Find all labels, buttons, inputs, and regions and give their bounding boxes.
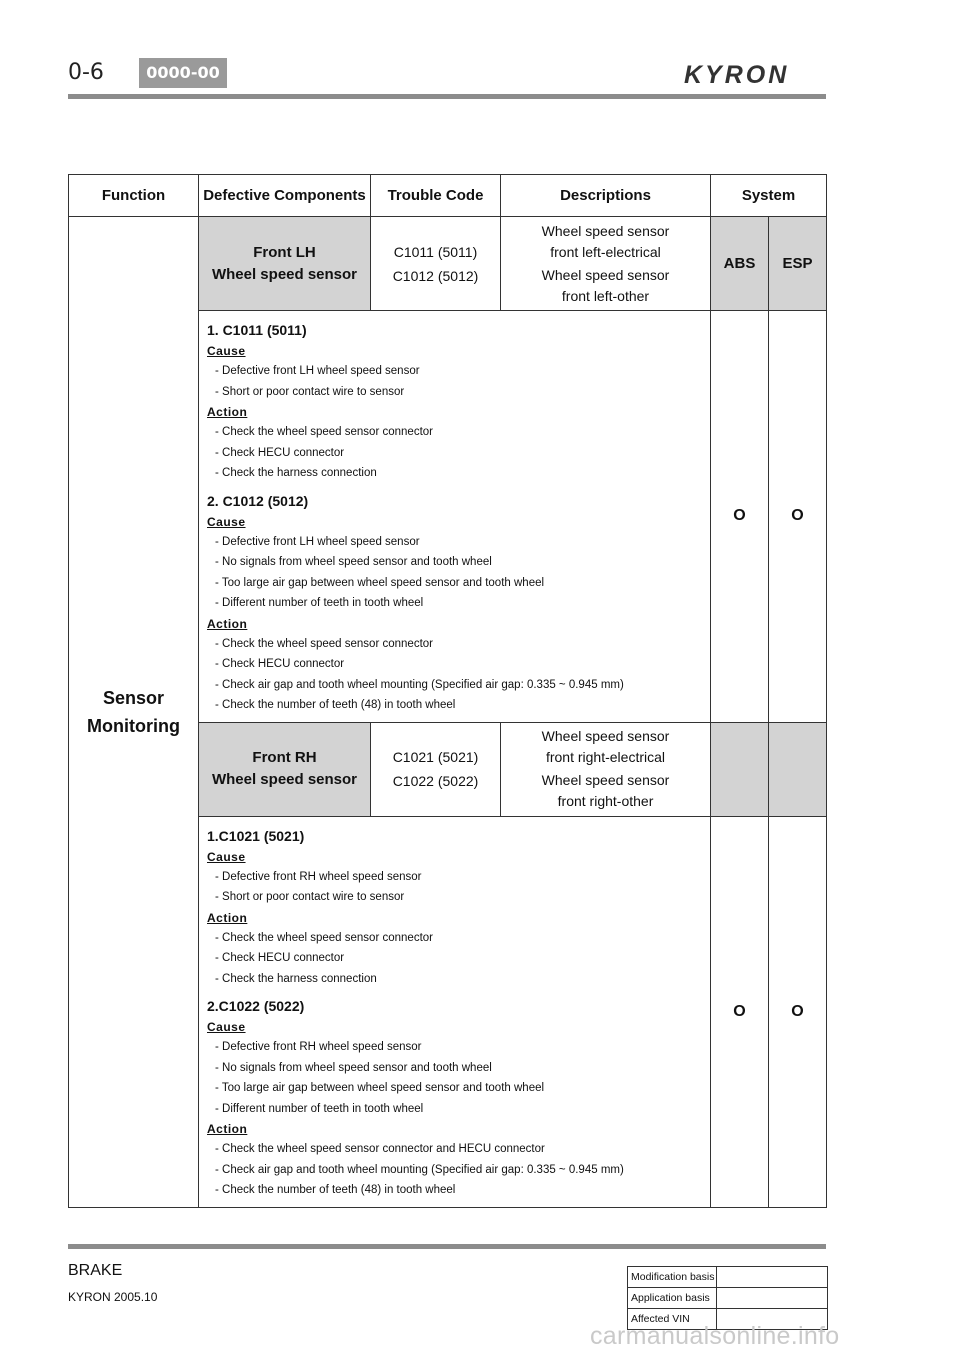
description-line: front left-other <box>561 287 650 304</box>
cause-heading: Cause <box>207 344 246 358</box>
action-heading: Action <box>207 405 248 419</box>
description-line: front right-electrical <box>545 749 666 765</box>
system-esp-cell: ESP <box>769 217 827 311</box>
abs-mark: O <box>711 311 769 723</box>
description-line: Wheel speed sensor <box>541 222 670 239</box>
action-heading: Action <box>207 1122 248 1136</box>
action-item: - Check the harness connection <box>215 467 377 479</box>
esp-mark: O <box>769 816 827 1207</box>
trouble-code-cell <box>371 722 501 816</box>
basis-label: Affected VIN <box>628 1309 717 1330</box>
description-line: front left-electrical <box>550 243 661 260</box>
cause-item: - No signals from wheel speed sensor and tooth wheel <box>215 556 492 568</box>
description-cell <box>501 722 711 816</box>
action-heading: Action <box>207 616 248 631</box>
section-name: BRAKE <box>68 1262 123 1279</box>
logo-text: KYRON <box>684 61 790 88</box>
function-line: Sensor <box>102 687 165 708</box>
action-item: - Check the wheel speed sensor connector and HECU connector <box>215 1143 545 1155</box>
action-item: - Check HECU connector <box>215 952 345 964</box>
cause-item: - Defective front LH wheel speed sensor <box>215 365 420 377</box>
cause-item: - Short or poor contact wire to sensor <box>215 891 405 903</box>
component-name: Wheel speed sensor <box>211 265 358 283</box>
action-item: - Check HECU connector <box>215 446 345 459</box>
col-components: Defective Components <box>199 175 371 217</box>
component-name: Wheel speed sensor <box>211 771 358 788</box>
description-line: Wheel speed sensor <box>541 266 670 283</box>
function-cell <box>69 217 199 1208</box>
description-line: front right-other <box>557 793 654 809</box>
action-item: - Check air gap and tooth wheel mounting (Specified air gap: 0.335 ~ 0.945 mm) <box>215 678 624 691</box>
cause-heading: Cause <box>207 514 246 529</box>
edition-label: KYRON 2005.10 <box>68 1290 158 1304</box>
action-item: - Check air gap and tooth wheel mounting (Specified air gap: 0.335 ~ 0.945 mm) <box>215 1163 624 1176</box>
component-name: Front LH <box>253 243 316 261</box>
cause-item: - Defective front RH wheel speed sensor <box>215 870 422 883</box>
col-descriptions: Descriptions <box>501 175 711 217</box>
action-item: - Check the number of teeth (48) in tooth wheel <box>215 699 456 711</box>
action-item: - Check the harness connection <box>215 972 377 985</box>
component-name: Front RH <box>252 749 317 766</box>
component-cell <box>199 217 371 311</box>
kyron-logo <box>682 60 827 88</box>
function-line: Monitoring <box>87 715 180 736</box>
table-row <box>69 217 827 311</box>
basis-value <box>717 1288 828 1309</box>
table-header-row <box>69 175 827 217</box>
description-line: Wheel speed sensor <box>541 728 670 744</box>
footer-rule <box>68 1244 826 1249</box>
header-rule <box>68 94 826 99</box>
dtc-title: 2. C1012 (5012) <box>207 492 309 509</box>
basis-label: Application basis <box>628 1288 717 1309</box>
col-function: Function <box>69 175 199 217</box>
action-item: - Check the wheel speed sensor connector <box>215 931 433 944</box>
dtc-title: 2.C1022 (5022) <box>207 998 305 1014</box>
watermark: carmanualsonline.info <box>590 1322 840 1350</box>
col-system: System <box>711 175 827 217</box>
cause-item: - Short or poor contact wire to sensor <box>215 385 405 398</box>
basis-table <box>627 1266 828 1330</box>
component-cell <box>199 722 371 816</box>
action-item: - Check the wheel speed sensor connector <box>215 426 433 438</box>
action-heading: Action <box>207 910 248 925</box>
system-esp-cell <box>769 722 827 816</box>
cause-item: - Too large air gap between wheel speed sensor and tooth wheel <box>215 1082 545 1094</box>
doc-code-tag: 0000-00 <box>139 58 227 88</box>
dtc-detail-cell <box>199 816 711 1207</box>
cause-item: - Different number of teeth in tooth wheel <box>215 1102 424 1115</box>
description-cell <box>501 217 711 311</box>
trouble-code: C1021 (5021) <box>392 749 479 765</box>
cause-heading: Cause <box>207 849 246 864</box>
dtc-title: 1.C1021 (5021) <box>207 827 305 844</box>
dtc-detail-cell <box>199 311 711 723</box>
esp-mark: O <box>769 311 827 723</box>
description-line: Wheel speed sensor <box>541 772 670 788</box>
trouble-code-cell <box>371 217 501 311</box>
cause-item: - Too large air gap between wheel speed sensor and tooth wheel <box>215 576 545 589</box>
cause-heading: Cause <box>207 1020 246 1034</box>
page-number: 0-6 <box>68 60 104 85</box>
action-item: - Check the number of teeth (48) in tooth wheel <box>215 1184 456 1196</box>
cause-item: - Defective front LH wheel speed sensor <box>215 535 420 548</box>
trouble-code: C1011 (5011) <box>393 243 478 260</box>
dtc-title: 1. C1011 (5011) <box>207 322 307 338</box>
table-row <box>628 1288 828 1309</box>
basis-label: Modification basis <box>628 1267 717 1288</box>
col-trouble-code: Trouble Code <box>371 175 501 217</box>
abs-mark: O <box>711 816 769 1207</box>
cause-item: - No signals from wheel speed sensor and tooth wheel <box>215 1061 492 1074</box>
trouble-code-table <box>68 174 827 1208</box>
cause-item: - Different number of teeth in tooth wheel <box>215 597 424 609</box>
system-abs-cell: ABS <box>711 217 769 311</box>
system-abs-cell <box>711 722 769 816</box>
action-item: - Check the wheel speed sensor connector <box>215 637 433 650</box>
cause-item: - Defective front RH wheel speed sensor <box>215 1041 422 1053</box>
trouble-code: C1022 (5022) <box>392 773 479 789</box>
table-row <box>628 1267 828 1288</box>
basis-value <box>717 1267 828 1288</box>
action-item: - Check HECU connector <box>215 658 345 670</box>
trouble-code: C1012 (5012) <box>392 267 479 284</box>
